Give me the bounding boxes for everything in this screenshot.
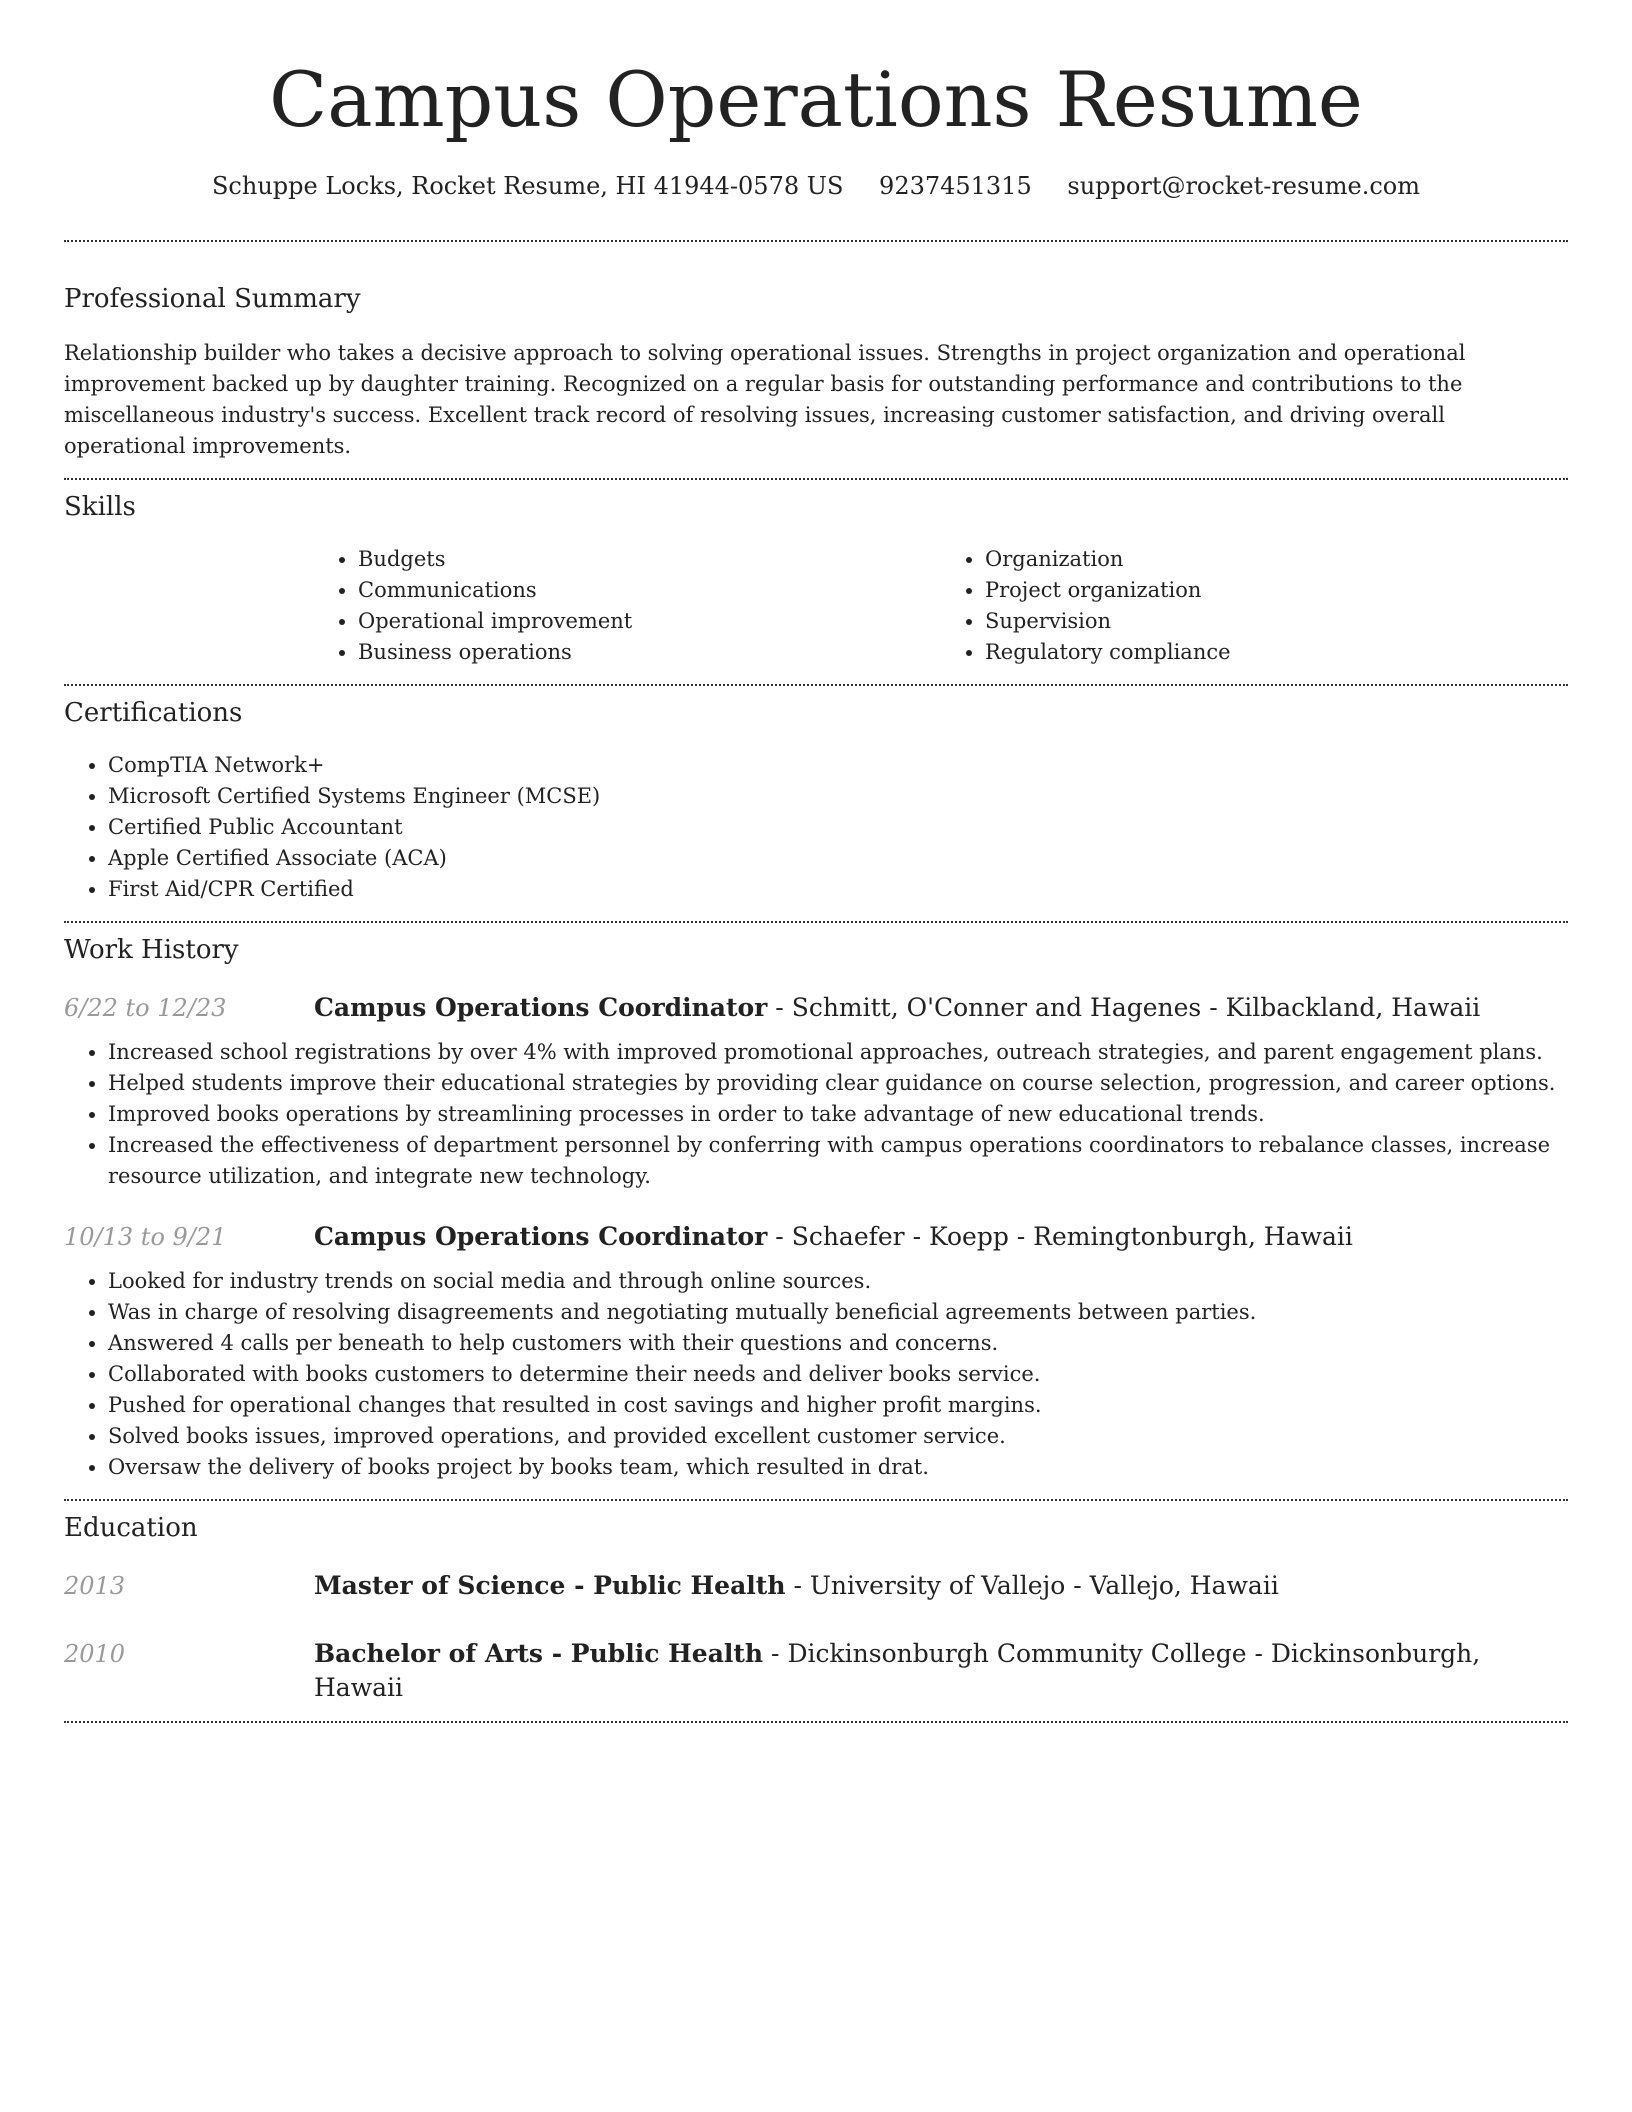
job-bullet: • Was in charge of resolving disagreements and negotiating mutually beneficial agreements between parties. xyxy=(108,1297,1568,1328)
certification-item: • First Aid/CPR Certified xyxy=(108,874,1568,905)
job-bullet: • Improved books operations by streamlining processes in order to take advantage of new educational trends. xyxy=(108,1099,1568,1130)
job-dates: 10/13 to 9/21 xyxy=(64,1223,227,1251)
job-bullet: • Looked for industry trends on social media and through online sources. xyxy=(108,1266,1568,1297)
education-heading: Education xyxy=(64,1513,198,1543)
job-bullet: • Increased school registrations by over 4% with improved promotional approaches, outreach strategies, and parent engagement plans. xyxy=(108,1037,1568,1068)
page-title: Campus Operations Resume xyxy=(269,55,1363,144)
divider xyxy=(64,684,1568,686)
certifications-heading: Certifications xyxy=(64,698,243,728)
skill-item: • Operational improvement xyxy=(358,606,941,637)
certification-item: • Certified Public Accountant xyxy=(108,812,1568,843)
contact-address: Schuppe Locks, Rocket Resume, HI 41944-0578 US xyxy=(211,172,844,200)
job-role: Campus Operations Coordinator xyxy=(314,1222,768,1251)
summary-heading: Professional Summary xyxy=(64,284,361,314)
divider xyxy=(64,240,1568,242)
certification-item: • CompTIA Network+ xyxy=(108,750,1568,781)
job-bullet: • Oversaw the delivery of books project by books team, which resulted in drat. xyxy=(108,1452,1568,1483)
summary-text: Relationship builder who takes a decisive approach to solving operational issues. Strengths in project organization and operational improvement backed up by daughter training. Recognized on a regular basis for outstanding performance and contributions to the miscellaneous industry's success. Excellent track record of resolving issues, increasing customer satisfaction, and driving overall operational improvements. xyxy=(64,341,1466,458)
job-entry xyxy=(64,1220,1568,1254)
job-role: Campus Operations Coordinator xyxy=(314,993,768,1022)
education-year: 2013 xyxy=(64,1572,126,1600)
contact-phone: 9237451315 xyxy=(879,172,1032,200)
education-title xyxy=(314,1637,1568,1705)
job-title xyxy=(314,991,1480,1025)
job-bullet: • Collaborated with books customers to determine their needs and deliver books service. xyxy=(108,1359,1568,1390)
skill-item: • Business operations xyxy=(358,637,941,668)
job-bullet: • Answered 4 calls per beneath to help customers with their questions and concerns. xyxy=(108,1328,1568,1359)
job-entry xyxy=(64,991,1568,1025)
skill-item: • Regulatory compliance xyxy=(985,637,1568,668)
work-history-heading: Work History xyxy=(64,935,239,965)
contact-email[interactable]: support@rocket-resume.com xyxy=(1067,172,1421,200)
divider xyxy=(64,478,1568,480)
education-school: - Dickinsonburgh Community College - Dickinsonburgh, Hawaii xyxy=(314,1639,1481,1702)
certification-item: • Apple Certified Associate (ACA) xyxy=(108,843,1568,874)
job-bullet: • Solved books issues, improved operations, and provided excellent customer service. xyxy=(108,1421,1568,1452)
skills-list xyxy=(314,544,1568,668)
divider xyxy=(64,921,1568,923)
skill-item: • Supervision xyxy=(985,606,1568,637)
job-bullets xyxy=(64,1037,1568,1192)
education-degree: Master of Science - Public Health xyxy=(314,1571,786,1600)
job-dates: 6/22 to 12/23 xyxy=(64,994,227,1022)
skill-item: • Project organization xyxy=(985,575,1568,606)
divider xyxy=(64,1721,1568,1723)
skill-item: • Budgets xyxy=(358,544,941,575)
divider xyxy=(64,1499,1568,1501)
contact-line xyxy=(64,170,1568,202)
skill-item: • Communications xyxy=(358,575,941,606)
job-bullets xyxy=(64,1266,1568,1483)
education-entry xyxy=(64,1569,1568,1603)
job-title xyxy=(314,1220,1353,1254)
education-title xyxy=(314,1569,1279,1603)
job-bullet: • Increased the effectiveness of department personnel by conferring with campus operations coordinators to rebalance classes, increase resource utilization, and integrate new technology. xyxy=(108,1130,1568,1192)
education-year: 2010 xyxy=(64,1640,126,1668)
job-bullet: • Helped students improve their educational strategies by providing clear guidance on course selection, progression, and career options. xyxy=(108,1068,1568,1099)
education-degree: Bachelor of Arts - Public Health xyxy=(314,1639,764,1668)
education-school: - University of Vallejo - Vallejo, Hawaii xyxy=(785,1571,1279,1600)
certifications-list xyxy=(64,750,1568,905)
job-bullet: • Pushed for operational changes that resulted in cost savings and higher profit margins. xyxy=(108,1390,1568,1421)
education-entry xyxy=(64,1637,1568,1705)
certification-item: • Microsoft Certified Systems Engineer (MCSE) xyxy=(108,781,1568,812)
job-employer: - Schmitt, O'Conner and Hagenes - Kilbackland, Hawaii xyxy=(767,993,1481,1022)
skills-column-right xyxy=(941,544,1568,668)
skill-item: • Organization xyxy=(985,544,1568,575)
job-employer: - Schaefer - Koepp - Remingtonburgh, Hawaii xyxy=(767,1222,1353,1251)
skills-column-left xyxy=(314,544,941,668)
skills-heading: Skills xyxy=(64,492,136,522)
resume-page xyxy=(64,0,1568,1723)
